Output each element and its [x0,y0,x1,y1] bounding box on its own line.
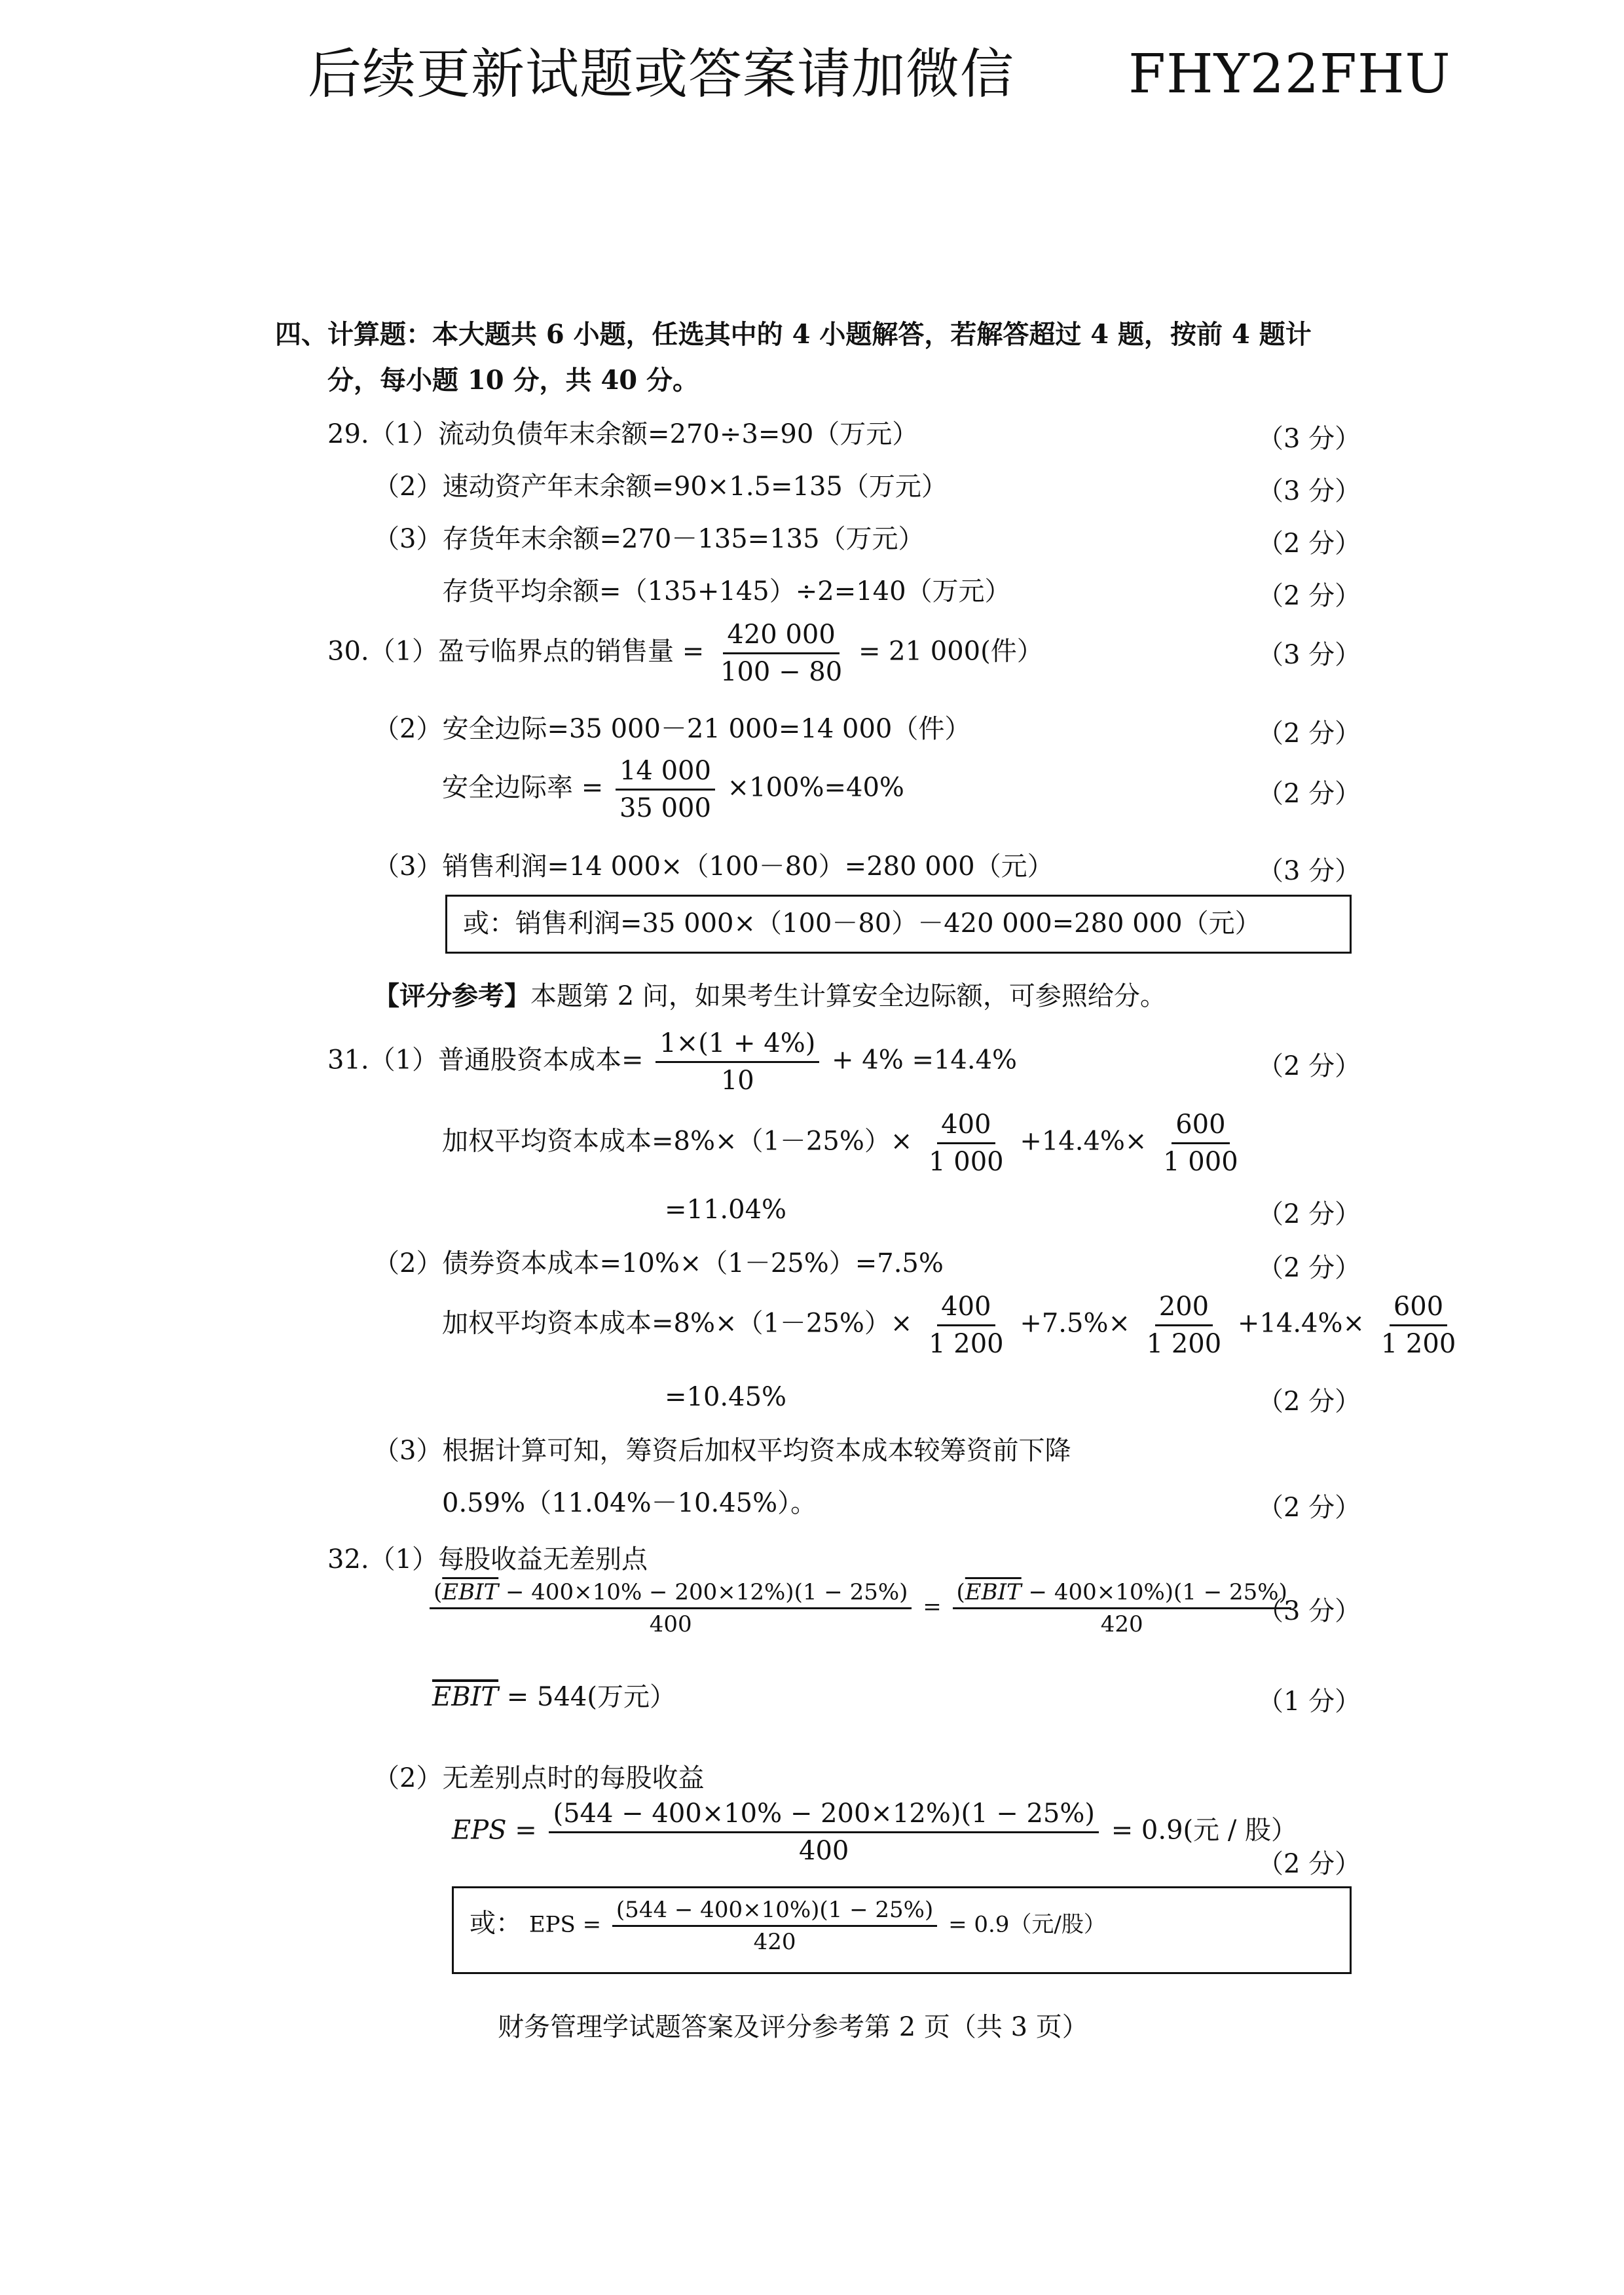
q31-score3: （2 分） [1257,1199,1361,1229]
page-footer: 财务管理学试题答案及评分参考第 2 页（共 3 页） [498,2012,1088,2042]
q31-l5-frac1 [925,1289,1008,1362]
q32-eps-post: = 0.9(元 / 股） [1111,1815,1298,1846]
q30-l3-pre: 安全边际率 = [442,772,604,803]
q32-eq-frac1 [430,1577,912,1639]
header-title: 后续更新试题或答案请加微信 [308,43,1015,105]
q29-line4: 存货平均余额=（135+145）÷2=140（万元） [442,576,1011,606]
q32-eq-num2: (EBIT − 400×10%)(1 − 25%) [953,1577,1291,1609]
q29-score4: （2 分） [1257,581,1361,611]
q29-score3: （2 分） [1257,529,1361,559]
q30-line3 [442,753,904,826]
q31-l5-d3: 1 200 [1380,1329,1456,1359]
q30-margin-fraction [616,753,715,826]
q32-eq-num1: (EBIT − 400×10% − 200×12%)(1 − 25%) [430,1577,912,1609]
q31-line5 [442,1289,1464,1362]
q31-score8: （2 分） [1257,1493,1361,1523]
q32-eq-den1: 400 [649,1611,692,1637]
q31-l2-frac2 [1159,1107,1242,1180]
q32-box-post: = 0.9（元/股） [948,1911,1106,1938]
q30-box-text: 或：销售利润=35 000×（100－80）－420 000=280 000（元） [463,908,1261,939]
q31-l5-n2: 200 [1155,1289,1213,1326]
q30-score1: （3 分） [1257,640,1361,670]
note-text: 本题第 2 问，如果考生计算安全边际额，可参照给分。 [530,981,1166,1011]
q32-box-content [470,1895,1106,1957]
q31-l1-num: 1×(1 + 4%) [655,1026,819,1063]
q30-alt-box [445,895,1352,954]
q32-line1: 32.（1）每股收益无差别点 [327,1544,648,1575]
q32-eq-n1-bar: EBIT [442,1579,499,1605]
header-wechat: FHY22FHU [1128,43,1451,105]
q31-l5-n3: 600 [1390,1289,1447,1326]
q31-l1-post: + 4% =14.4% [832,1045,1018,1075]
section-heading-line2: 分，每小题 10 分，共 40 分。 [327,365,699,396]
q32-score-eq: （3 分） [1257,1596,1361,1626]
q32-box-pre: 或： [470,1908,522,1939]
q31-line3: =11.04% [665,1195,787,1225]
q30-score2: （2 分） [1257,718,1361,749]
q31-score6: （2 分） [1257,1387,1361,1417]
q31-l1-pre: 31.（1）普通股资本成本= [327,1045,644,1075]
q32-box-num: (544 − 400×10%)(1 − 25%) [612,1895,937,1927]
q32-eq-n2-bar: EBIT [965,1579,1022,1605]
q30-l1-post: = 21 000(件） [858,636,1043,667]
q31-l5-frac3 [1377,1289,1460,1362]
q30-l3-num: 14 000 [616,753,715,791]
q32-box-fraction [612,1895,937,1957]
note-label: 【评分参考】 [373,980,530,1011]
q31-l5-m2: +14.4%× [1237,1308,1365,1339]
q32-score-eps: （2 分） [1257,1849,1361,1879]
q32-eq-den2: 420 [1100,1611,1143,1637]
q30-line4: （3）销售利润=14 000×（100－80）=280 000（元） [373,851,1054,882]
q31-l5-d2: 1 200 [1146,1329,1222,1359]
q32-eq-n2-rest: − 400×10%)(1 − 25%) [1021,1579,1287,1605]
q30-line1 [327,617,1043,690]
q32-eq-frac2 [953,1577,1291,1639]
q32-box-eps: EPS = [528,1911,602,1938]
q31-line6: =10.45% [665,1382,787,1412]
q31-l2-d2: 1 000 [1163,1147,1238,1177]
q29-line2: （2）速动资产年末余额=90×1.5=135（万元） [373,472,948,502]
q32-eps-pre: EPS = [452,1815,537,1846]
q30-l1-den: 100 − 80 [720,657,843,687]
q31-l5-d1: 1 200 [929,1329,1004,1359]
q30-breakeven-fraction [716,617,846,690]
q30-score3: （2 分） [1257,779,1361,809]
q32-eps-equation [452,1796,1297,1869]
scoring-note [373,980,1166,1013]
q30-line2: （2）安全边际=35 000－21 000=14 000（件） [373,714,971,744]
q31-l2-n1: 400 [937,1107,995,1144]
q31-l2-d1: 1 000 [929,1147,1004,1177]
q31-l2-mid: +14.4%× [1020,1126,1147,1157]
q29-score1: （3 分） [1257,424,1361,454]
q31-l5-pre: 加权平均资本成本=8%×（1－25%）× [442,1308,913,1339]
q32-eps-num: (544 − 400×10% − 200×12%)(1 − 25%) [549,1796,1099,1833]
q32-alt-box [452,1886,1352,1974]
watermark-header [308,31,1451,108]
q31-score4: （2 分） [1257,1253,1361,1283]
q29-line1: 29.（1）流动负债年末余额=270÷3=90（万元） [327,419,919,449]
q31-l5-frac2 [1143,1289,1226,1362]
q30-l3-den: 35 000 [619,793,711,823]
section-heading-line1: 四、计算题：本大题共 6 小题，任选其中的 4 小题解答，若解答超过 4 题，按前 4 题计 [275,319,1312,350]
q32-score-ebit: （1 分） [1257,1687,1361,1717]
q32-indifference-equation [426,1577,1295,1639]
q32-eps-fraction [549,1796,1099,1869]
q31-equity-cost-fraction [655,1026,819,1098]
q29-line3: （3）存货年末余额=270－135=135（万元） [373,524,925,554]
q29-score2: （3 分） [1257,476,1361,506]
q30-l3-post: ×100%=40% [727,772,904,803]
q32-line2: （2）无差别点时的每股收益 [373,1763,705,1793]
q30-l1-num: 420 000 [723,617,839,654]
q32-ebit-rest: = 544(万元） [498,1682,676,1712]
q31-line2 [442,1107,1246,1180]
q32-eq-equals: = [923,1594,942,1620]
q30-l1-pre: 30.（1）盈亏临界点的销售量 = [327,636,705,667]
q31-l1-den: 10 [720,1066,754,1096]
q31-l2-frac1 [925,1107,1008,1180]
q31-line8: 0.59%（11.04%－10.45%）。 [442,1488,817,1518]
q32-box-den: 420 [753,1929,796,1955]
q31-l5-m1: +7.5%× [1020,1308,1130,1339]
q32-eps-den: 400 [799,1836,849,1866]
q31-l2-n2: 600 [1172,1107,1229,1144]
q31-l5-n1: 400 [937,1289,995,1326]
q32-eq-n1-rest: − 400×10% − 200×12%)(1 − 25%) [498,1579,908,1605]
q32-ebit-result [432,1681,676,1713]
q31-l2-pre: 加权平均资本成本=8%×（1－25%）× [442,1126,913,1157]
q30-score4: （3 分） [1257,856,1361,886]
q31-line4: （2）债券资本成本=10%×（1－25%）=7.5% [373,1248,944,1278]
q32-ebit-bar: EBIT [432,1682,499,1712]
q31-line7: （3）根据计算可知，筹资后加权平均资本成本较筹资前下降 [373,1436,1071,1466]
q31-line1 [327,1026,1017,1098]
q31-score1: （2 分） [1257,1051,1361,1081]
